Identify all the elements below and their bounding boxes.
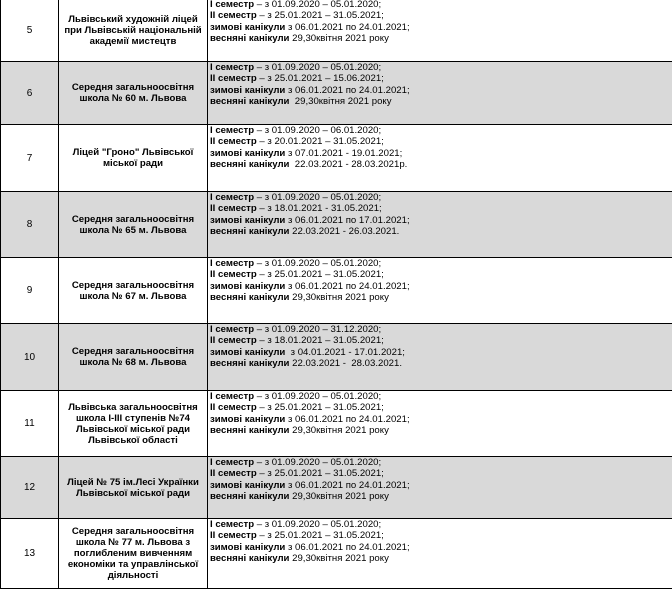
schedule-cell (208, 125, 672, 192)
schedule-period-dates: – з 01.09.2020 – 05.01.2020; (254, 192, 382, 203)
school-name: Ліцей "Гроно" Львівської міської ради (59, 125, 208, 192)
schedule-cell (208, 258, 672, 324)
schedule-period-dates: з 06.01.2021 по 24.01.2021; (285, 479, 410, 491)
schedule-period-label: II семестр (210, 335, 257, 347)
schedule-line (210, 402, 672, 413)
row-number: 11 (1, 391, 59, 457)
schedule-period-label: весняні канікули (210, 291, 290, 303)
schedule-line (210, 553, 672, 564)
schedule-period-dates: – з 25.01.2021 – 31.05.2021; (256, 468, 384, 480)
schedule-cell (208, 0, 672, 62)
row-number: 5 (1, 0, 59, 62)
schedule-line (210, 22, 672, 33)
schedule-line (210, 335, 672, 346)
table-row (1, 0, 672, 62)
schedule-period-dates: – з 01.09.2020 – 05.01.2020; (254, 258, 382, 269)
table-row (1, 192, 672, 258)
schedule-period-label: I семестр (210, 258, 255, 269)
row-number: 9 (1, 258, 59, 324)
row-number: 6 (1, 62, 59, 125)
school-name: Середня загальноосвітня школа № 60 м. Львова (59, 62, 208, 125)
schedule-period-label: I семестр (210, 0, 255, 10)
schedule-line (210, 269, 672, 280)
schedule-cell (208, 324, 672, 391)
school-name: Середня загальноосвітня школа № 77 м. Львова з поглибленим вивченням економіки та управлінської діяльності (59, 519, 208, 589)
schedule-period-label: зимові канікули (210, 147, 286, 159)
schedule-period-label: зимові канікули (210, 21, 286, 33)
schedule-period-dates: – з 01.09.2020 – 05.01.2020; (254, 0, 382, 10)
schedule-period-label: II семестр (210, 530, 257, 542)
schedule-period-dates: 22.03.2021 - 26.03.2021. (289, 225, 400, 237)
table-row (1, 457, 672, 519)
schedule-period-label: весняні канікули (210, 225, 290, 237)
schedule-line (210, 530, 672, 541)
schedule-period-dates: з 04.01.2021 - 17.01.2021; (285, 346, 405, 358)
schedule-period-dates: 29,30квітня 2021 року (289, 424, 389, 436)
schedule-period-dates: 22.03.2021 - 28.03.2021р. (289, 158, 408, 170)
schedule-period-label: I семестр (210, 324, 255, 335)
table-row (1, 258, 672, 324)
schedule-line (210, 457, 672, 468)
schedule-period-dates: – з 25.01.2021 – 15.06.2021; (256, 73, 384, 85)
schedule-period-label: I семестр (210, 391, 255, 402)
schedule-line (210, 324, 672, 335)
schedule-line (210, 226, 672, 237)
table-row (1, 62, 672, 125)
schedule-line (210, 414, 672, 425)
schedule-period-label: весняні канікули (210, 32, 290, 44)
schedule-period-label: II семестр (210, 402, 257, 414)
schedule-line (210, 203, 672, 214)
schedule-period-label: II семестр (210, 73, 257, 85)
schedule-period-dates: з 06.01.2021 по 24.01.2021; (285, 541, 410, 553)
schedule-period-label: весняні канікули (210, 357, 290, 369)
school-name: Середня загальноосвітня школа № 68 м. Львова (59, 324, 208, 391)
schedule-cell (208, 62, 672, 125)
schedule-period-dates: – з 01.09.2020 – 31.12.2020; (254, 324, 382, 335)
schedule-period-label: II семестр (210, 136, 257, 148)
schedule-period-label: II семестр (210, 10, 257, 22)
schedule-line (210, 148, 672, 159)
schedule-cell (208, 192, 672, 258)
schedule-period-dates: – з 25.01.2021 – 31.05.2021; (256, 402, 384, 414)
schedule-period-label: зимові канікули (210, 479, 286, 491)
school-name: Ліцей № 75 ім.Лесі Українки Львівської міської ради (59, 457, 208, 519)
schedule-line (210, 292, 672, 303)
schedule-line (210, 468, 672, 479)
schedule-period-dates: – з 25.01.2021 – 31.05.2021; (256, 269, 384, 281)
schedule-line (210, 258, 672, 269)
schedule-line (210, 96, 672, 107)
schedule-period-label: зимові канікули (210, 84, 286, 96)
schedule-line (210, 215, 672, 226)
schedule-line (210, 192, 672, 203)
schedule-period-label: зимові канікули (210, 346, 286, 358)
school-name: Львівська загальноосвітня школа І-ІІІ ступенів №74 Львівської міської ради Львівської області (59, 391, 208, 457)
schedule-line (210, 358, 672, 369)
schedule-line (210, 391, 672, 402)
schedule-line (210, 347, 672, 358)
schedule-period-dates: з 06.01.2021 по 24.01.2021; (285, 280, 410, 292)
schedule-period-dates: – з 01.09.2020 – 05.01.2020; (254, 457, 382, 468)
schedule-period-label: зимові канікули (210, 280, 286, 292)
schedule-period-label: зимові канікули (210, 214, 286, 226)
schedule-period-label: весняні канікули (210, 158, 290, 170)
schedule-period-label: II семестр (210, 468, 257, 480)
row-number: 10 (1, 324, 59, 391)
schedule-line (210, 542, 672, 553)
schedule-line (210, 62, 672, 73)
table-row (1, 519, 672, 589)
schedule-period-label: зимові канікули (210, 413, 286, 425)
schedule-line (210, 125, 672, 136)
schedule-period-dates: 29,30квітня 2021 року (289, 291, 389, 303)
schedule-period-dates: – з 18.01.2021 - 31.05.2021; (256, 203, 382, 215)
schedule-cell (208, 519, 672, 589)
schedule-period-label: II семестр (210, 269, 257, 281)
schedule-line (210, 73, 672, 84)
school-name: Середня загальноосвітня школа № 67 м. Львова (59, 258, 208, 324)
schedule-period-label: весняні канікули (210, 552, 290, 564)
table-row (1, 125, 672, 192)
schedule-period-label: I семестр (210, 192, 255, 203)
schedule-line (210, 491, 672, 502)
schedule-period-dates: – з 01.09.2020 – 05.01.2020; (254, 391, 382, 402)
schedule-period-label: I семестр (210, 519, 255, 530)
school-name: Львівський художній ліцей при Львівській національній академії мистецтв (59, 0, 208, 62)
schedule-line (210, 281, 672, 292)
schedule-period-dates: 29,30квітня 2021 року (289, 552, 389, 564)
schedule-period-dates: – з 20.01.2021 – 31.05.2021; (256, 136, 384, 148)
schedule-period-dates: з 06.01.2021 по 17.01.2021; (285, 214, 410, 226)
row-number: 13 (1, 519, 59, 589)
schedule-period-label: I семестр (210, 62, 255, 73)
table-body (1, 0, 672, 589)
schedule-line (210, 519, 672, 530)
schedule-period-dates: 29,30квітня 2021 року (289, 490, 389, 502)
schedule-period-dates: – з 01.09.2020 – 05.01.2020; (254, 519, 382, 530)
schedule-period-dates: з 06.01.2021 по 24.01.2021; (285, 413, 410, 425)
schedule-period-label: весняні канікули (210, 490, 290, 502)
schedule-period-label: II семестр (210, 203, 257, 215)
schedule-period-label: весняні канікули (210, 424, 290, 436)
schedule-period-dates: 29,30квітня 2021 року (289, 32, 389, 44)
schedule-cell (208, 457, 672, 519)
schedule-period-dates: 22.03.2021 - 28.03.2021. (289, 357, 402, 369)
schedule-period-dates: з 07.01.2021 - 19.01.2021; (285, 147, 403, 159)
row-number: 12 (1, 457, 59, 519)
schedule-line (210, 33, 672, 44)
schedule-line (210, 10, 672, 21)
schedule-period-dates: з 06.01.2021 по 24.01.2021; (285, 21, 410, 33)
schedule-period-label: зимові канікули (210, 541, 286, 553)
schedule-period-label: весняні канікули (210, 95, 290, 107)
schedule-line (210, 136, 672, 147)
schedule-period-dates: – з 01.09.2020 – 05.01.2020; (254, 62, 382, 73)
row-number: 8 (1, 192, 59, 258)
schedule-cell (208, 391, 672, 457)
schedule-period-dates: – з 25.01.2021 – 31.05.2021; (256, 10, 384, 22)
schedule-period-dates: з 06.01.2021 по 24.01.2021; (285, 84, 410, 96)
schedule-period-dates: – з 25.01.2021 – 31.05.2021; (256, 530, 384, 542)
table-row (1, 391, 672, 457)
schedule-period-label: I семестр (210, 457, 255, 468)
schedule-line (210, 425, 672, 436)
schedule-line (210, 480, 672, 491)
schedule-period-label: I семестр (210, 125, 255, 136)
row-number: 7 (1, 125, 59, 192)
schedule-period-dates: 29,30квітня 2021 року (289, 95, 392, 107)
table-row (1, 324, 672, 391)
schedule-line (210, 0, 672, 10)
schedule-line (210, 85, 672, 96)
schedule-period-dates: – з 01.09.2020 – 06.01.2020; (254, 125, 382, 136)
school-name: Середня загальноосвітня школа № 65 м. Львова (59, 192, 208, 258)
schedule-period-dates: – з 18.01.2021 – 31.05.2021; (256, 335, 384, 347)
schedule-line (210, 159, 672, 170)
